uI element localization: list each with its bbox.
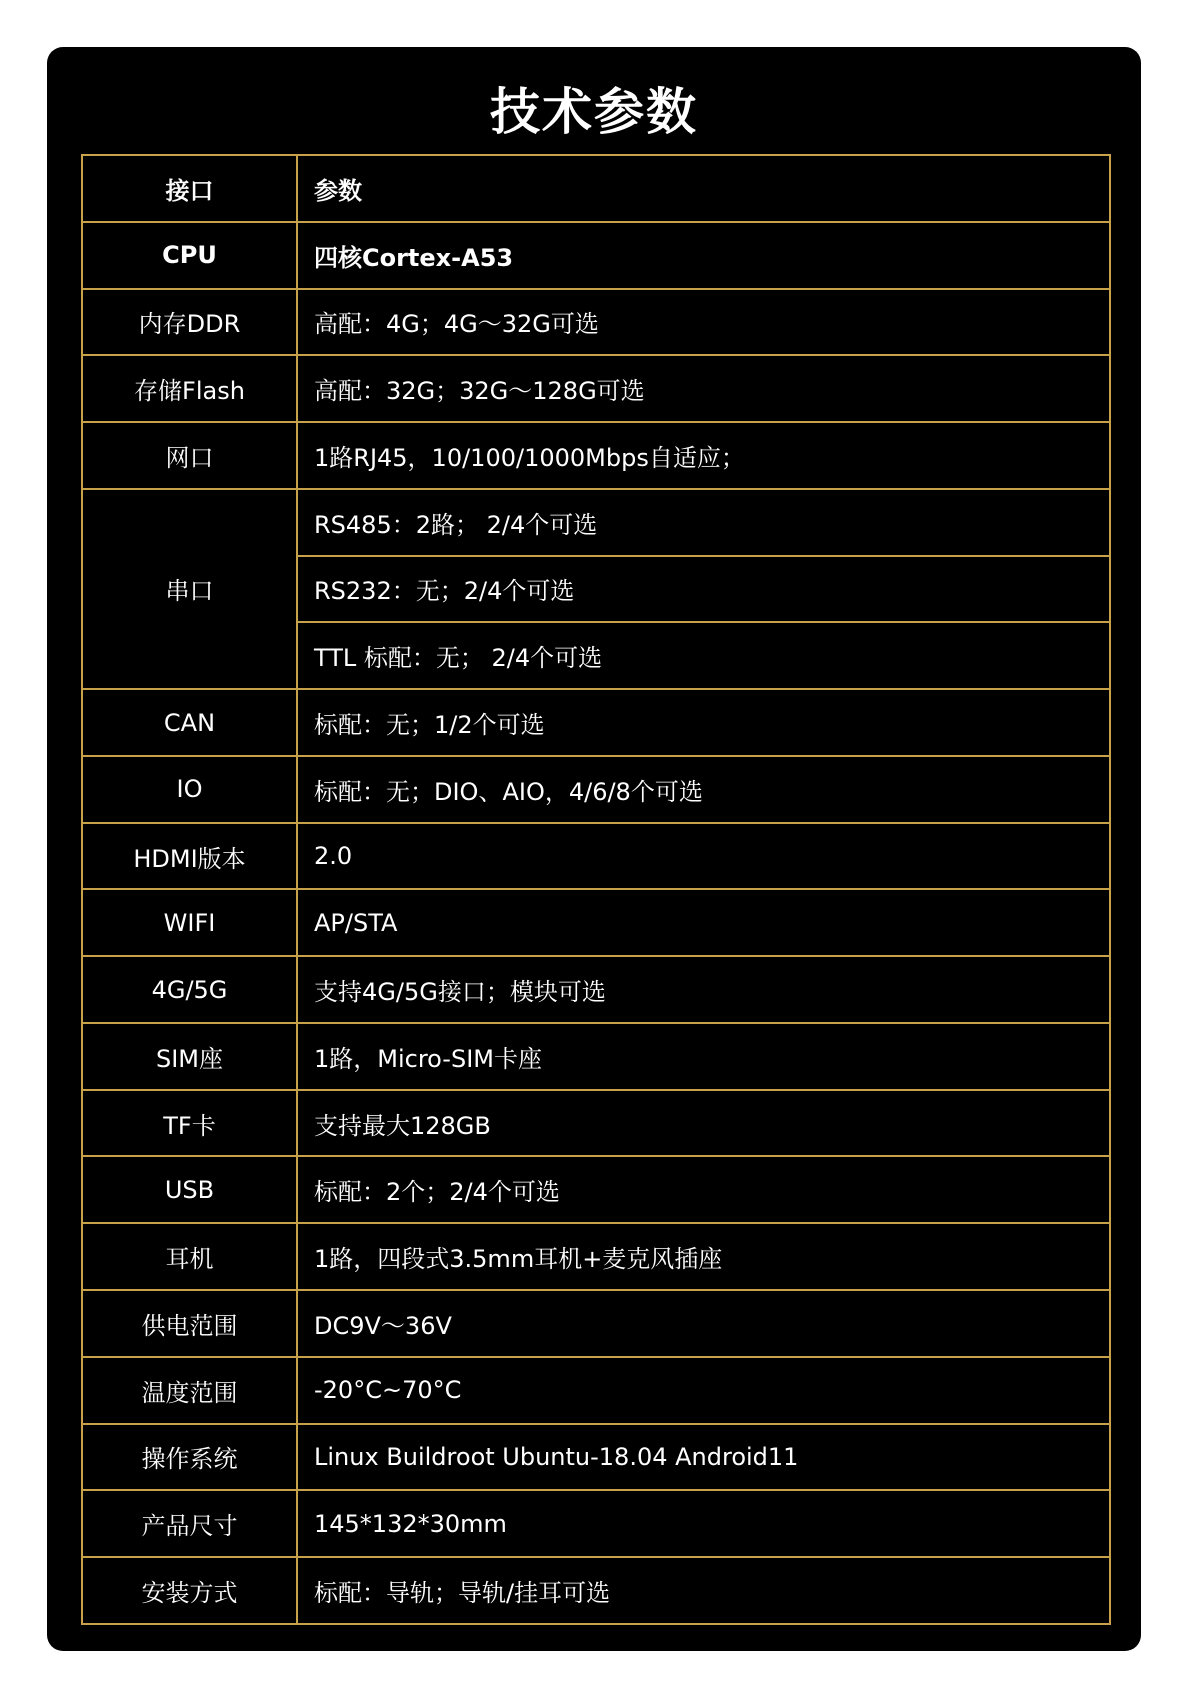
row-value: 标配：无；DIO、AIO，4/6/8个可选	[297, 756, 1110, 823]
row-key: 安装方式	[82, 1557, 297, 1624]
row-key: 内存DDR	[82, 289, 297, 356]
table-header-row	[82, 155, 1110, 222]
row-value: RS232：无；2/4个可选	[297, 556, 1110, 623]
row-value: DC9V～36V	[297, 1290, 1110, 1357]
row-key: IO	[82, 756, 297, 823]
row-key: WIFI	[82, 889, 297, 956]
row-value: -20°C~70°C	[297, 1357, 1110, 1424]
row-key: 网口	[82, 422, 297, 489]
row-value: TTL 标配：无； 2/4个可选	[297, 622, 1110, 689]
table-row	[82, 1223, 1110, 1290]
table-row	[82, 1357, 1110, 1424]
row-value: 1路，Micro-SIM卡座	[297, 1023, 1110, 1090]
row-key: CAN	[82, 689, 297, 756]
table-row	[82, 823, 1110, 890]
row-value: 支持最大128GB	[297, 1090, 1110, 1157]
table-row	[82, 289, 1110, 356]
row-key: 4G/5G	[82, 956, 297, 1023]
table-row	[82, 1424, 1110, 1491]
row-value: 四核Cortex-A53	[297, 222, 1110, 289]
row-value: Linux Buildroot Ubuntu-18.04 Android11	[297, 1424, 1110, 1491]
table-row	[82, 689, 1110, 756]
spec-table	[81, 154, 1111, 1625]
header-value-cell: 参数	[297, 155, 1110, 222]
table-row	[82, 956, 1110, 1023]
table-row	[82, 489, 1110, 556]
row-value: 1路RJ45，10/100/1000Mbps自适应；	[297, 422, 1110, 489]
row-value: RS485：2路； 2/4个可选	[297, 489, 1110, 556]
page-title: 技术参数	[490, 83, 698, 141]
table-row	[82, 1156, 1110, 1223]
row-value: 标配：2个；2/4个可选	[297, 1156, 1110, 1223]
row-key: 温度范围	[82, 1357, 297, 1424]
row-key: TF卡	[82, 1090, 297, 1157]
table-row	[82, 1023, 1110, 1090]
table-row	[82, 422, 1110, 489]
row-key: 存储Flash	[82, 355, 297, 422]
table-row	[82, 756, 1110, 823]
row-key: 供电范围	[82, 1290, 297, 1357]
table-row	[82, 1290, 1110, 1357]
row-value: AP/STA	[297, 889, 1110, 956]
table-row	[82, 1557, 1110, 1624]
row-key: 操作系统	[82, 1424, 297, 1491]
row-key: 串口	[82, 489, 297, 689]
row-key: SIM座	[82, 1023, 297, 1090]
table-row	[82, 889, 1110, 956]
row-key: CPU	[82, 222, 297, 289]
row-value: 145*132*30mm	[297, 1490, 1110, 1557]
row-value: 高配：4G；4G～32G可选	[297, 289, 1110, 356]
table-row	[82, 1090, 1110, 1157]
row-key: 耳机	[82, 1223, 297, 1290]
row-value: 标配：无；1/2个可选	[297, 689, 1110, 756]
table-row	[82, 1490, 1110, 1557]
header-key-cell: 接口	[82, 155, 297, 222]
row-value: 支持4G/5G接口；模块可选	[297, 956, 1110, 1023]
table-row	[82, 355, 1110, 422]
row-key: 产品尺寸	[82, 1490, 297, 1557]
spec-card	[47, 47, 1141, 1651]
row-value: 1路，四段式3.5mm耳机+麦克风插座	[297, 1223, 1110, 1290]
row-value: 标配：导轨；导轨/挂耳可选	[297, 1557, 1110, 1624]
table-row	[82, 222, 1110, 289]
row-key: USB	[82, 1156, 297, 1223]
row-key: HDMI版本	[82, 823, 297, 890]
row-value: 高配：32G；32G～128G可选	[297, 355, 1110, 422]
row-value: 2.0	[297, 823, 1110, 890]
